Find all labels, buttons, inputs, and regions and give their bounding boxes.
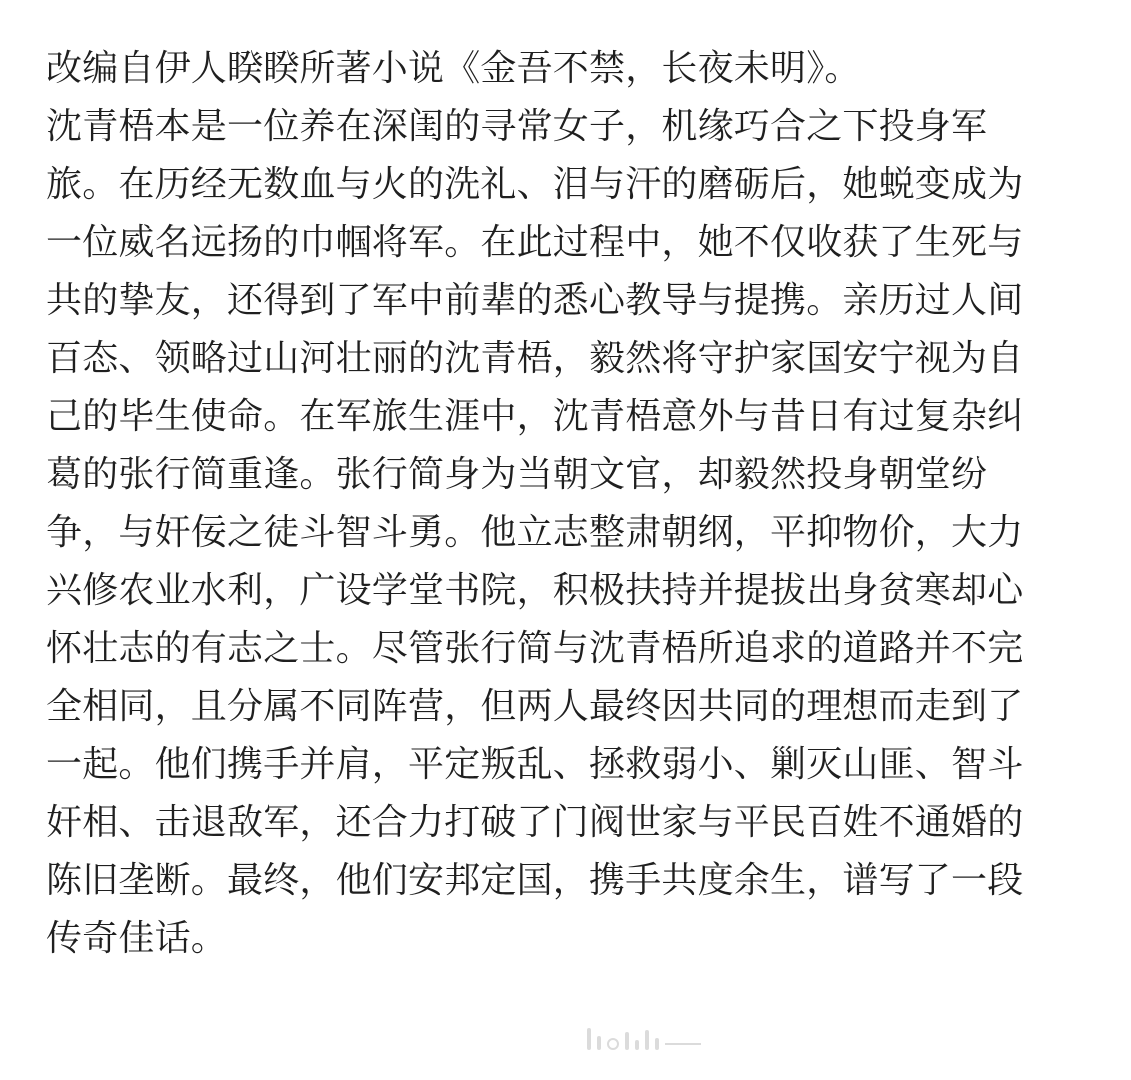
text-line-7: 己的毕生使命。在军旅生涯中，沈青梧意外与昔日有过复杂纠 [46, 396, 1024, 437]
text-line-16: 传奇佳话。 [46, 918, 228, 959]
watermark-circle-icon [607, 1038, 619, 1050]
watermark-bar [635, 1040, 639, 1050]
text-line-3: 旅。在历经无数血与火的洗礼、泪与汗的磨砺后，她蜕变成为 [46, 164, 1024, 205]
text-line-14: 奸相、击退敌军，还合力打破了门阀世家与平民百姓不通婚的 [46, 802, 1024, 843]
watermark-bar [645, 1030, 649, 1050]
watermark-line [665, 1043, 701, 1045]
text-line-11: 怀壮志的有志之士。尽管张行简与沈青梧所追求的道路并不完 [46, 628, 1024, 669]
text-line-1: 改编自伊人睽睽所著小说《金吾不禁，长夜未明》。 [46, 48, 861, 89]
watermark-bar [625, 1032, 629, 1050]
article-body [46, 40, 1086, 968]
watermark-bar [655, 1038, 659, 1050]
text-line-9: 争，与奸佞之徒斗智斗勇。他立志整肃朝纲，平抑物价，大力 [46, 512, 1024, 553]
watermark-bar [587, 1028, 591, 1050]
text-line-15: 陈旧垄断。最终，他们安邦定国，携手共度余生，谱写了一段 [46, 860, 1024, 901]
text-line-8: 葛的张行简重逢。张行简身为当朝文官，却毅然投身朝堂纷 [46, 454, 988, 495]
text-line-4: 一位威名远扬的巾帼将军。在此过程中，她不仅收获了生死与 [46, 222, 1024, 263]
watermark-bar [597, 1036, 601, 1050]
text-line-13: 一起。他们携手并肩，平定叛乱、拯救弱小、剿灭山匪、智斗 [46, 744, 1024, 785]
watermark-logo [587, 1028, 701, 1050]
text-line-5: 共的挚友，还得到了军中前辈的悉心教导与提携。亲历过人间 [46, 280, 1024, 321]
text-line-2: 沈青梧本是一位养在深闺的寻常女子，机缘巧合之下投身军 [46, 106, 988, 147]
text-line-10: 兴修农业水利，广设学堂书院，积极扶持并提拔出身贫寒却心 [46, 570, 1024, 611]
text-line-12: 全相同，且分属不同阵营，但两人最终因共同的理想而走到了 [46, 686, 1024, 727]
text-line-6: 百态、领略过山河壮丽的沈青梧，毅然将守护家国安宁视为自 [46, 338, 1024, 379]
